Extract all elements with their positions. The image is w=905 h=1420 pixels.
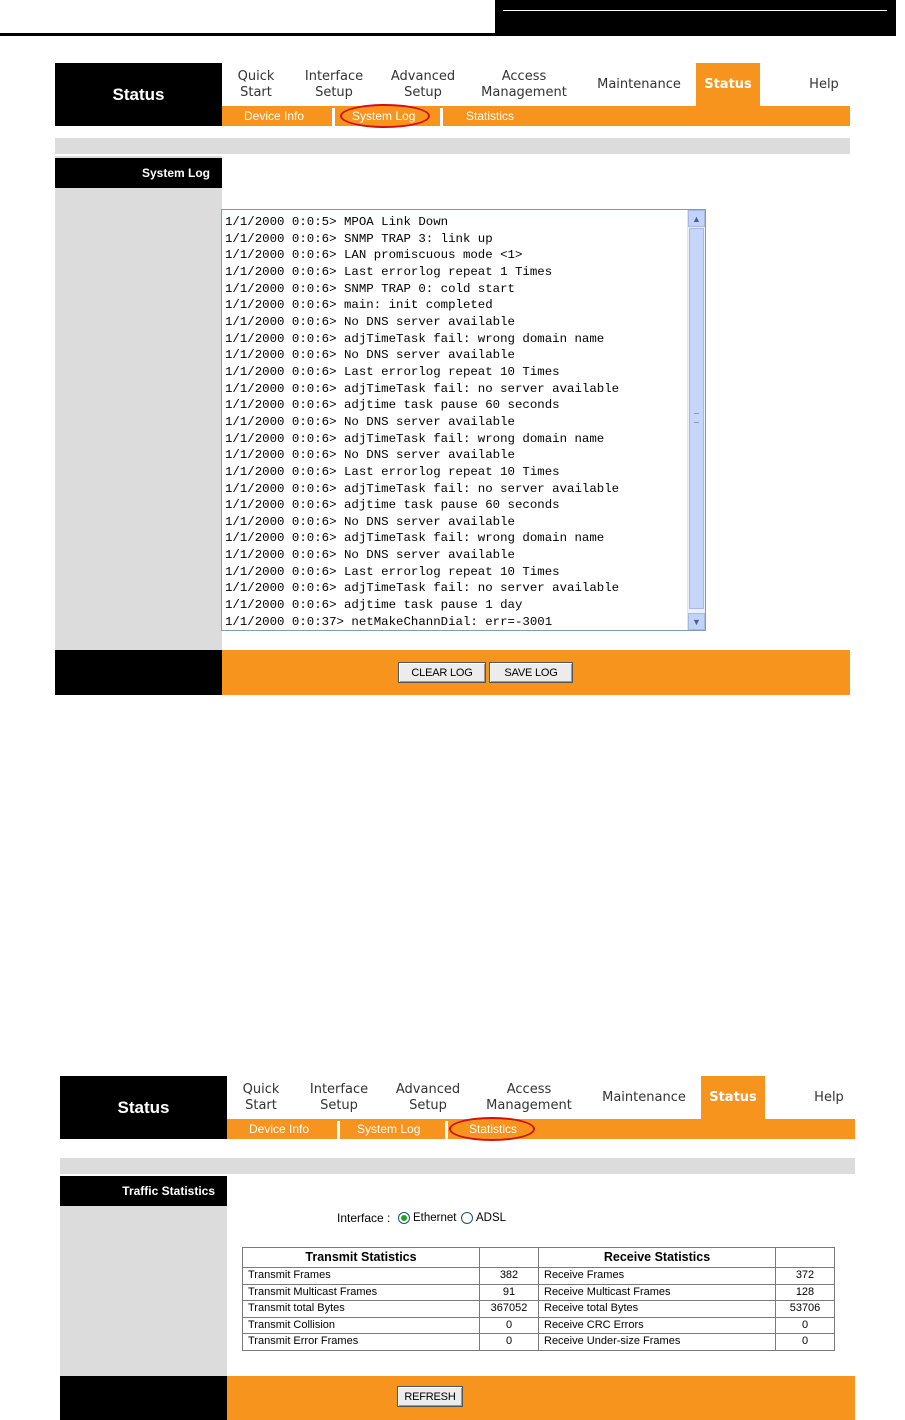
menu-maintenance[interactable]: Maintenance (602, 1089, 686, 1105)
log-scrollbar[interactable] (687, 210, 705, 630)
log-line: 1/1/2000 0:0:37> netMakeChannDial: err=-3001 (225, 614, 553, 629)
log-line: 1/1/2000 0:0:6> SNMP TRAP 3: link up (225, 231, 493, 246)
log-line: 1/1/2000 0:0:6> No DNS server available (225, 314, 515, 329)
ethernet-label: Ethernet (413, 1212, 457, 1224)
log-line: 1/1/2000 0:0:6> Last errorlog repeat 10 Times (225, 564, 560, 579)
menu-access-management[interactable]: Access Management (481, 68, 567, 100)
menu-quick-start[interactable]: Quick Start (242, 1081, 280, 1113)
log-line: 1/1/2000 0:0:6> adjtime task pause 60 seconds (225, 398, 560, 413)
sub-menu-bar (227, 1119, 855, 1139)
log-line: 1/1/2000 0:0:6> adjTimeTask fail: no server available (225, 481, 620, 496)
log-line: 1/1/2000 0:0:6> adjTimeTask fail: no server available (225, 581, 620, 596)
log-line: 1/1/2000 0:0:6> No DNS server available (225, 448, 515, 463)
section-title: System Log (55, 158, 222, 188)
interface-label: Interface : (337, 1211, 391, 1225)
menu-advanced-setup[interactable]: Advanced Setup (395, 1081, 461, 1113)
table-header-row (243, 1248, 835, 1268)
menu-interface-setup[interactable]: Interface Setup (304, 68, 364, 100)
highlight-circle (449, 1117, 535, 1141)
log-line: 1/1/2000 0:0:6> No DNS server available (225, 414, 515, 429)
ethernet-radio[interactable] (398, 1212, 410, 1224)
footer-bar (227, 1376, 855, 1420)
log-line: 1/1/2000 0:0:6> LAN promiscuous mode <1> (225, 248, 523, 263)
menu-status[interactable]: Status (701, 1076, 765, 1119)
log-line: 1/1/2000 0:0:6> adjTimeTask fail: wrong domain name (225, 531, 605, 546)
scroll-up-arrow-icon[interactable]: ▲ (688, 210, 705, 227)
main-menu (222, 63, 850, 106)
submenu-device-info[interactable]: Device Info (249, 1122, 310, 1136)
submenu-system-log[interactable]: System Log (357, 1122, 421, 1136)
separator-bar (60, 1158, 855, 1174)
adsl-label: ADSL (476, 1212, 507, 1224)
scroll-thumb[interactable] (689, 228, 704, 609)
log-line: 1/1/2000 0:0:6> adjTimeTask fail: wrong domain name (225, 331, 605, 346)
menu-help[interactable]: Help (809, 76, 839, 92)
header-rule (0, 33, 495, 36)
submenu-device-info[interactable]: Device Info (244, 109, 305, 123)
section-title: Traffic Statistics (60, 1176, 227, 1206)
main-menu (227, 1076, 855, 1119)
submenu-statistics[interactable]: Statistics (469, 1122, 518, 1136)
table-row: Transmit total Bytes 367052 Receive total Bytes 53706 (243, 1301, 835, 1318)
log-line: 1/1/2000 0:0:6> adjtime task pause 1 day (225, 598, 523, 613)
highlight-circle (340, 104, 430, 128)
footer-bar (222, 650, 850, 695)
scroll-down-arrow-icon[interactable]: ▼ (688, 613, 705, 630)
footer-left (60, 1376, 227, 1420)
menu-maintenance[interactable]: Maintenance (597, 76, 681, 92)
table-row: Transmit Error Frames 0 Receive Under-size Frames 0 (243, 1334, 835, 1351)
menu-access-management[interactable]: Access Management (486, 1081, 572, 1113)
log-content (225, 214, 619, 630)
log-line: 1/1/2000 0:0:6> SNMP TRAP 0: cold start (225, 281, 515, 296)
log-line: 1/1/2000 0:0:6> No DNS server available (225, 548, 515, 563)
adsl-radio[interactable] (461, 1212, 473, 1224)
system-log-screenshot (55, 63, 850, 695)
log-line: 1/1/2000 0:0:6> No DNS server available (225, 514, 515, 529)
log-line: 1/1/2000 0:0:6> No DNS server available (225, 348, 515, 363)
log-line: 1/1/2000 0:0:5> MPOA Link Down (225, 215, 449, 229)
log-line: 1/1/2000 0:0:6> main: init completed (225, 298, 493, 313)
document-header-bar (0, 0, 905, 40)
log-line: 1/1/2000 0:0:6> adjtime task pause 60 seconds (225, 498, 560, 513)
menu-quick-start[interactable]: Quick Start (237, 68, 275, 100)
page-title: Status (60, 1076, 227, 1139)
receive-header: Receive Statistics (539, 1248, 776, 1268)
left-sidebar (60, 1176, 227, 1376)
log-line: 1/1/2000 0:0:6> adjTimeTask fail: no server available (225, 381, 620, 396)
sub-menu-bar (222, 106, 850, 126)
transmit-header: Transmit Statistics (243, 1248, 480, 1268)
menu-advanced-setup[interactable]: Advanced Setup (390, 68, 456, 100)
table-row: Transmit Frames 382 Receive Frames 372 (243, 1268, 835, 1285)
table-row: Transmit Collision 0 Receive CRC Errors 0 (243, 1317, 835, 1334)
save-log-button[interactable]: SAVE LOG (489, 662, 573, 683)
refresh-button[interactable]: REFRESH (397, 1386, 463, 1407)
log-line: 1/1/2000 0:0:6> Last errorlog repeat 10 Times (225, 464, 560, 479)
log-line: 1/1/2000 0:0:6> Last errorlog repeat 10 Times (225, 364, 560, 379)
left-sidebar (55, 156, 222, 650)
page-title: Status (55, 63, 222, 126)
log-line: 1/1/2000 0:0:6> Last errorlog repeat 1 Times (225, 264, 553, 279)
submenu-statistics[interactable]: Statistics (466, 109, 515, 123)
log-line: 1/1/2000 0:0:6> adjTimeTask fail: wrong domain name (225, 431, 605, 446)
statistics-screenshot (60, 1076, 855, 1420)
traffic-statistics-table (242, 1247, 835, 1351)
menu-status[interactable]: Status (696, 63, 760, 106)
menu-interface-setup[interactable]: Interface Setup (309, 1081, 369, 1113)
clear-log-button[interactable]: CLEAR LOG (398, 662, 486, 683)
separator-bar (55, 138, 850, 154)
submenu-system-log[interactable]: System Log (352, 109, 416, 123)
footer-left (55, 650, 222, 695)
header-black-block (495, 0, 900, 36)
system-log-textarea[interactable] (221, 209, 706, 631)
menu-help[interactable]: Help (814, 1089, 844, 1105)
table-row: Transmit Multicast Frames 91 Receive Multicast Frames 128 (243, 1284, 835, 1301)
